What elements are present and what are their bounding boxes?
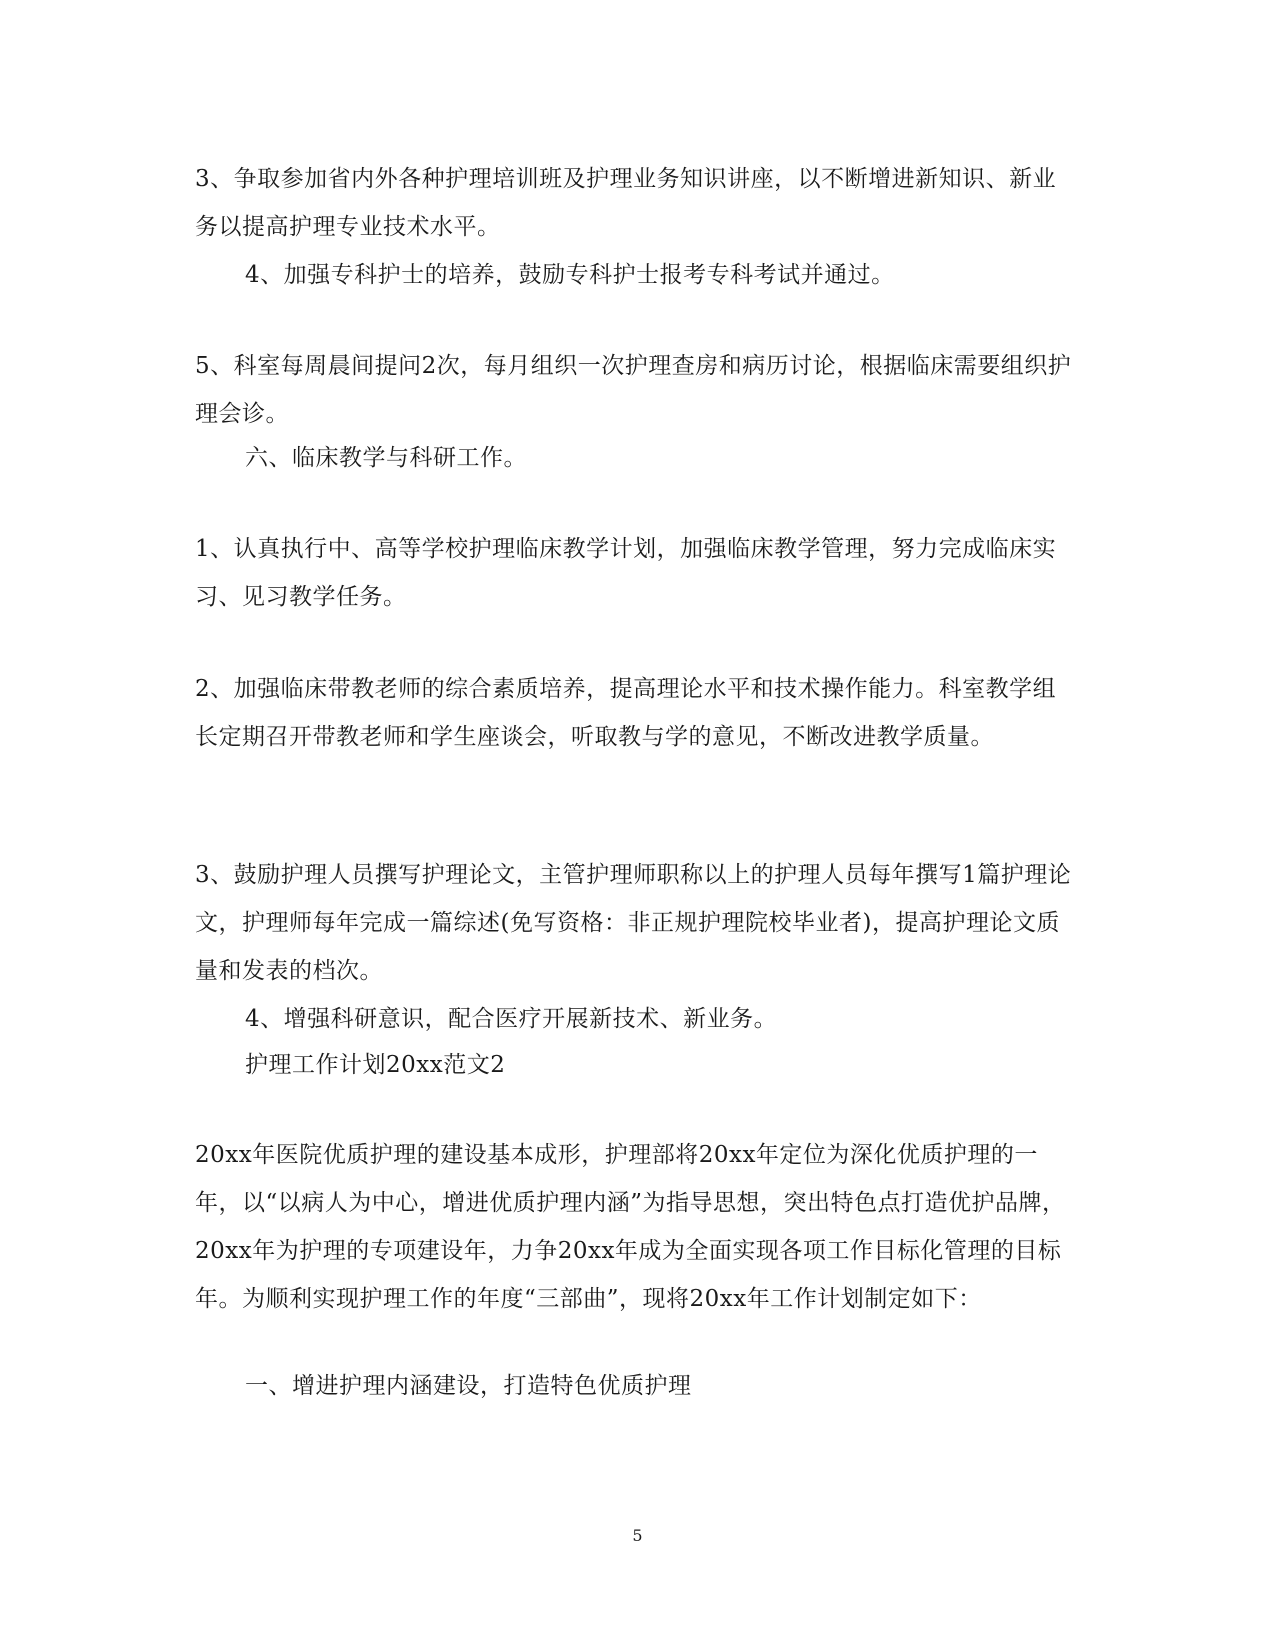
paragraph-training-courses: 3、争取参加省内外各种护理培训班及护理业务知识讲座，以不断增进新知识、新业务以提高护理专业技术水平。 — [195, 166, 1057, 240]
paragraph-nursing-papers: 3、鼓励护理人员撰写护理论文，主管护理师职称以上的护理人员每年撰写1篇护理论文，护理师每年完成一篇综述(免写资格：非正规护理院校毕业者)，提高护理论文质量和发表的档次。 — [195, 862, 1072, 984]
section-title-plan-2: 护理工作计划20xx范文2 — [245, 1052, 506, 1078]
section-heading-teaching-research: 六、临床教学与科研工作。 — [245, 445, 527, 471]
paragraph-quality-nursing: 20xx年医院优质护理的建设基本成形，护理部将20xx年定位为深化优质护理的一年，以“以病人为中心，增进优质护理内涵”为指导思想，突出特色点打造优护品牌，20xx年为护理的专项建设年，力争20xx年成为全面实现各项工作目标化管理的目标年。为顺利实现护理工作的年度“三部曲”，现将20xx年工作计划制定如下： — [195, 1142, 1066, 1312]
paragraph-teacher-training: 2、加强临床带教老师的综合素质培养，提高理论水平和技术操作能力。科室教学组长定期召开带教老师和学生座谈会，听取教与学的意见，不断改进教学质量。 — [195, 676, 1057, 750]
paragraph-specialist-nurses: 4、加强专科护士的培养，鼓励专科护士报考专科考试并通过。 — [245, 262, 895, 288]
paragraph-morning-questions: 5、科室每周晨间提问2次，每月组织一次护理查房和病历讨论，根据临床需要组织护理会诊。 — [195, 353, 1072, 427]
paragraph-teaching-plan: 1、认真执行中、高等学校护理临床教学计划，加强临床教学管理，努力完成临床实习、见习教学任务。 — [195, 536, 1057, 610]
section-heading-nursing-connotation: 一、增进护理内涵建设，打造特色优质护理 — [245, 1373, 692, 1399]
paragraph-research-awareness: 4、增强科研意识，配合医疗开展新技术、新业务。 — [245, 1006, 778, 1032]
page-number: 5 — [632, 1526, 643, 1545]
